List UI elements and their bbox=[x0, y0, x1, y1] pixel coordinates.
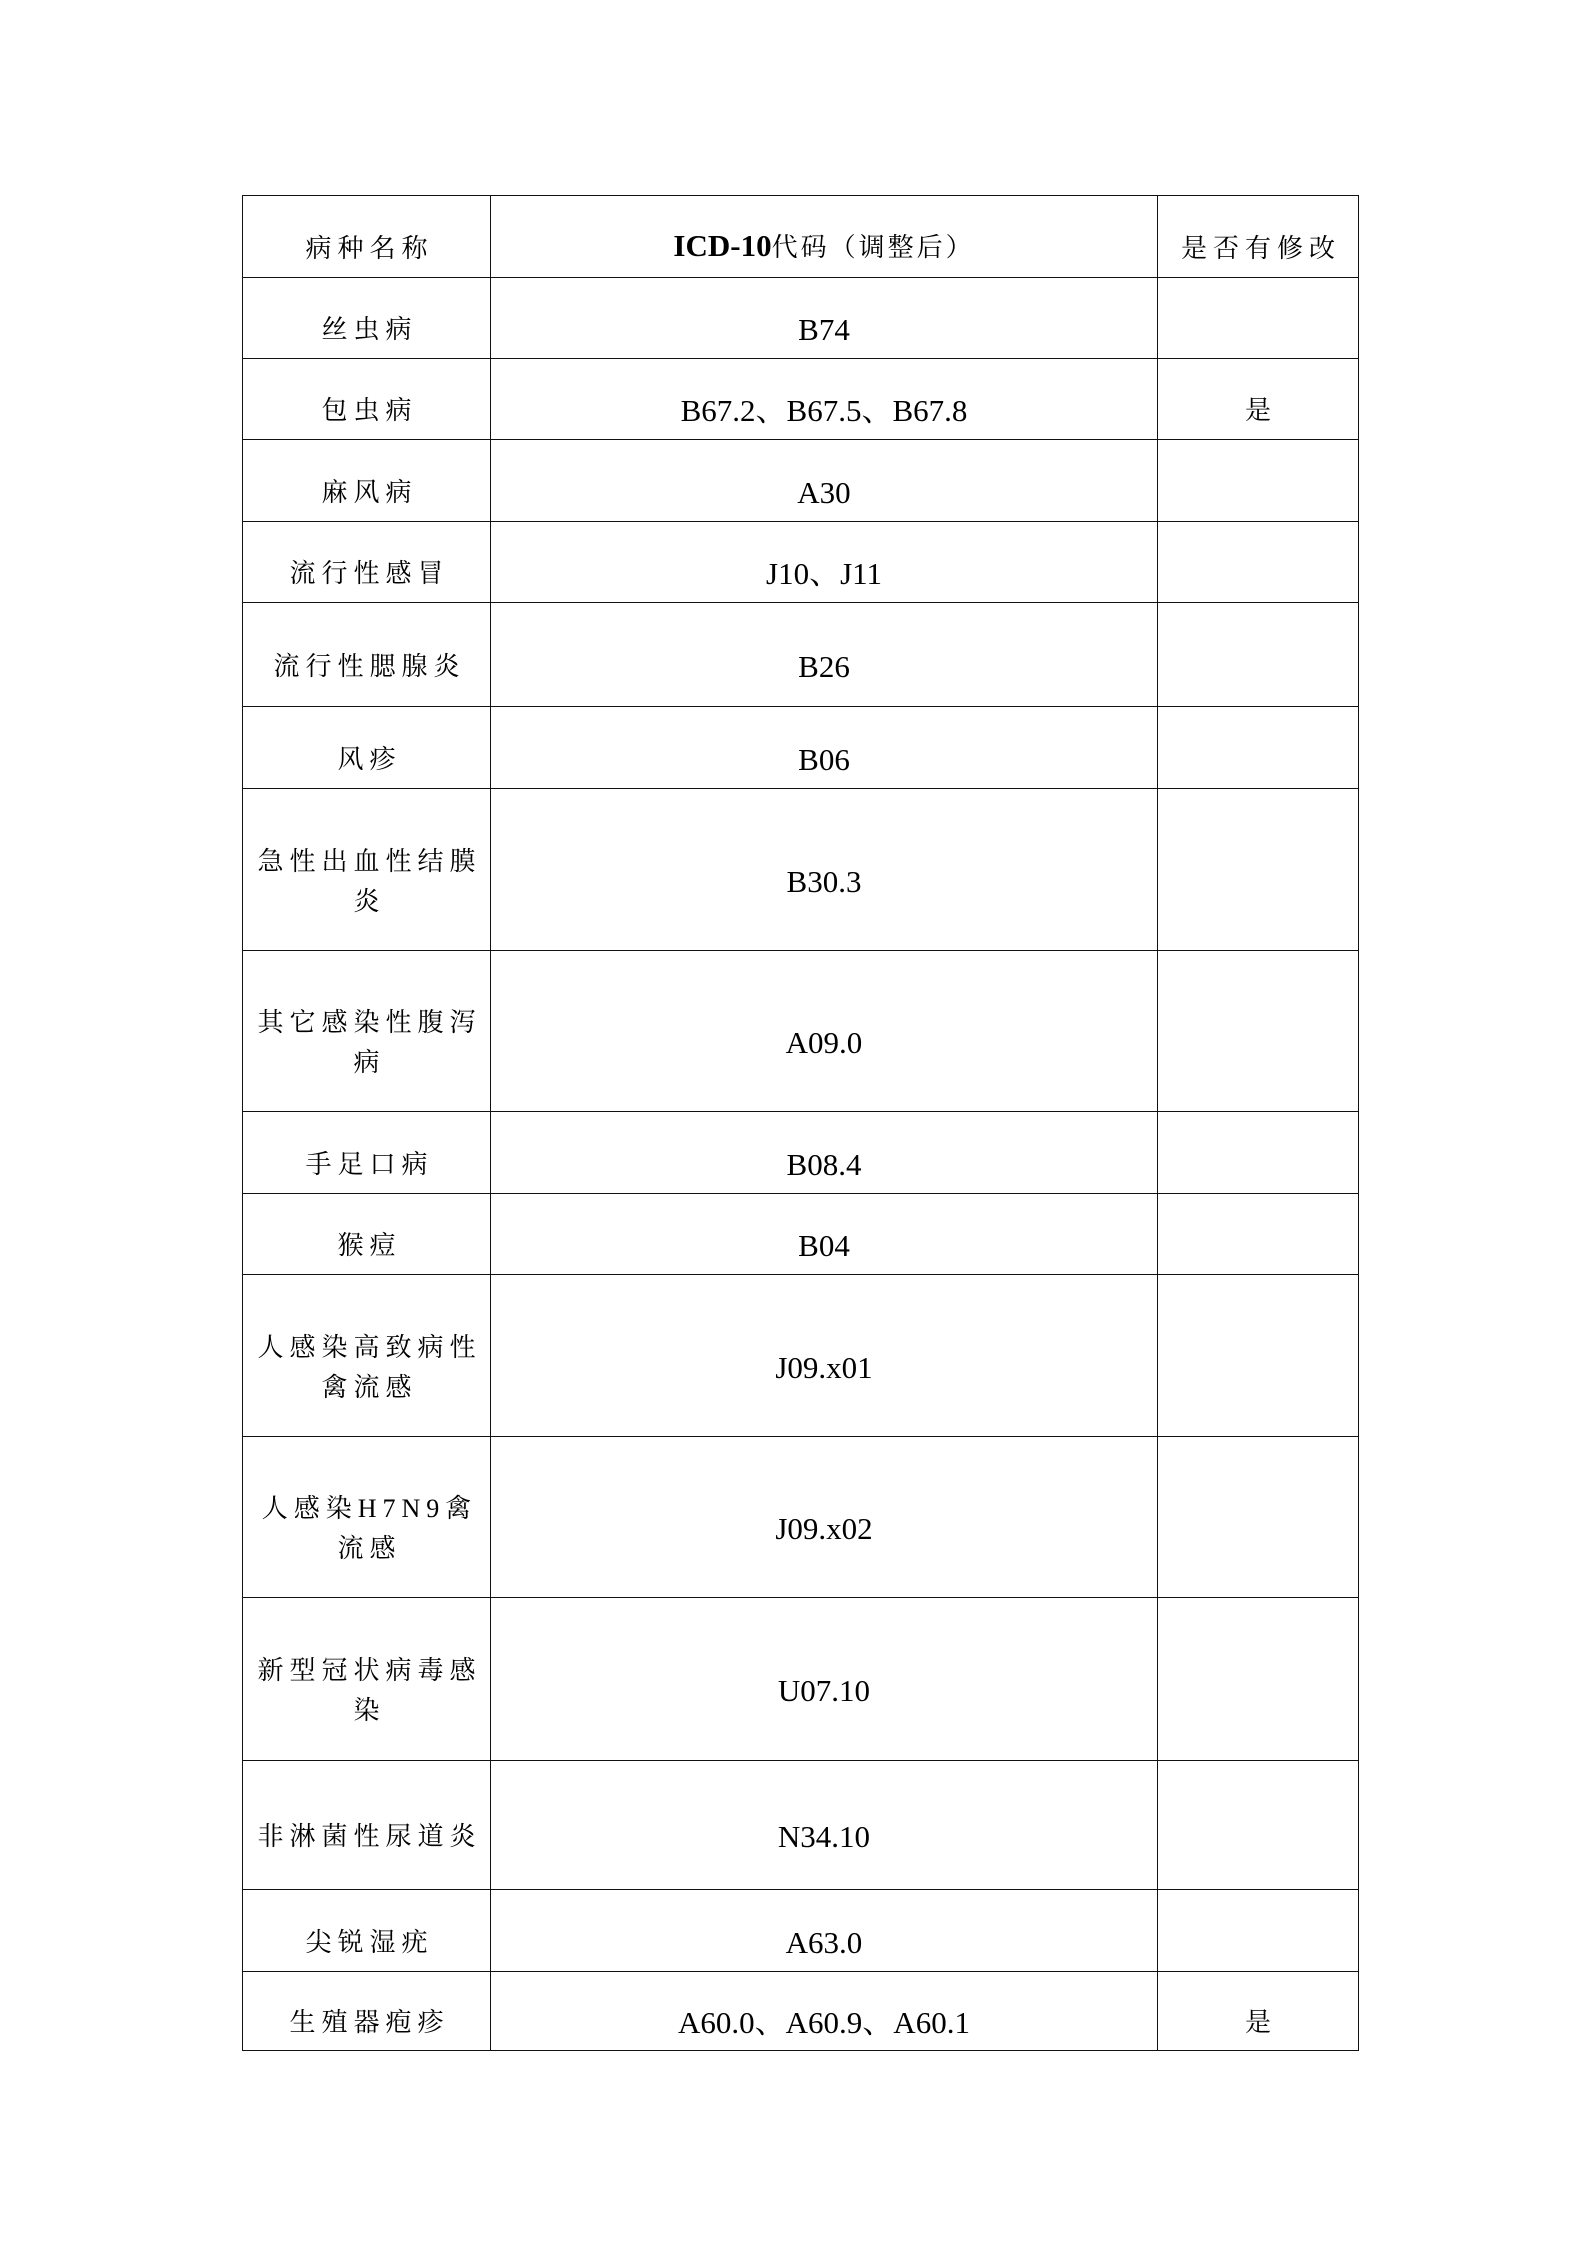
disease-name-cell bbox=[243, 522, 491, 603]
disease-name-line: 人感染高致病性 bbox=[257, 1332, 482, 1362]
table-row bbox=[243, 603, 1359, 707]
icd10-code-cell: A60.0、A60.9、A60.1 bbox=[491, 1972, 1158, 2051]
table-row bbox=[243, 1112, 1359, 1194]
icd10-code-cell: B08.4 bbox=[491, 1112, 1158, 1194]
disease-name-cell bbox=[243, 440, 491, 522]
disease-name-line: 炎 bbox=[353, 886, 386, 916]
table-row bbox=[243, 1890, 1359, 1972]
modified-cell bbox=[1158, 1194, 1359, 1275]
modified-cell bbox=[1158, 1275, 1359, 1437]
modified-cell bbox=[1158, 522, 1359, 603]
disease-name-cell bbox=[243, 1890, 491, 1972]
modified-cell bbox=[1158, 1112, 1359, 1194]
disease-name-cell bbox=[243, 359, 491, 440]
disease-name-cell bbox=[243, 1761, 491, 1890]
disease-name-line: 新型冠状病毒感 bbox=[257, 1656, 482, 1685]
table-row bbox=[243, 1972, 1359, 2051]
icd10-code-table bbox=[242, 195, 1359, 2051]
disease-name-cell bbox=[243, 603, 491, 707]
icd10-code-cell: J09.x01 bbox=[491, 1275, 1158, 1437]
disease-name-line: 禽流感 bbox=[321, 1372, 418, 1402]
column-header-modified: 是否有修改 bbox=[1158, 196, 1359, 278]
icd10-code-cell: J09.x02 bbox=[491, 1437, 1158, 1598]
icd10-code-cell: B06 bbox=[491, 707, 1158, 789]
disease-name-line: 流感 bbox=[337, 1534, 402, 1563]
modified-cell bbox=[1158, 951, 1359, 1112]
disease-name-line: 流行性感冒 bbox=[289, 559, 450, 588]
table-row bbox=[243, 1194, 1359, 1275]
column-header-icd10-suffix: 代码（调整后） bbox=[771, 232, 975, 262]
disease-name-cell bbox=[243, 789, 491, 951]
table-row bbox=[243, 1275, 1359, 1437]
disease-name-cell bbox=[243, 1598, 491, 1761]
modified-cell bbox=[1158, 440, 1359, 522]
disease-name-line: 人感染H7N9禽 bbox=[261, 1494, 478, 1523]
table-header-row bbox=[243, 196, 1359, 278]
column-header-icd10-code bbox=[491, 196, 1158, 278]
table-row bbox=[243, 1598, 1359, 1761]
icd10-code-cell: B30.3 bbox=[491, 789, 1158, 951]
modified-cell bbox=[1158, 1437, 1359, 1598]
modified-cell bbox=[1158, 1598, 1359, 1761]
disease-name-line: 手足口病 bbox=[305, 1149, 434, 1179]
icd10-code-cell: A30 bbox=[491, 440, 1158, 522]
icd10-code-cell: B04 bbox=[491, 1194, 1158, 1275]
modified-cell bbox=[1158, 278, 1359, 359]
disease-name-line: 丝虫病 bbox=[321, 315, 418, 344]
modified-cell bbox=[1158, 1890, 1359, 1972]
table-row bbox=[243, 707, 1359, 789]
table-row bbox=[243, 951, 1359, 1112]
modified-cell: 是 bbox=[1158, 1972, 1359, 2051]
disease-name-line: 急性出血性结膜 bbox=[257, 846, 482, 876]
modified-cell bbox=[1158, 603, 1359, 707]
icd10-code-cell: B74 bbox=[491, 278, 1158, 359]
disease-name-line: 病 bbox=[353, 1048, 386, 1077]
column-header-disease-name: 病种名称 bbox=[243, 196, 491, 278]
table-row bbox=[243, 278, 1359, 359]
column-header-icd10-label: ICD-10 bbox=[673, 227, 772, 263]
table-row bbox=[243, 789, 1359, 951]
table-row bbox=[243, 440, 1359, 522]
disease-name-cell bbox=[243, 1437, 491, 1598]
icd10-code-cell: U07.10 bbox=[491, 1598, 1158, 1761]
table-row bbox=[243, 1761, 1359, 1890]
disease-name-cell bbox=[243, 707, 491, 789]
table-row bbox=[243, 359, 1359, 440]
disease-name-line: 染 bbox=[353, 1696, 386, 1725]
disease-name-cell bbox=[243, 1972, 491, 2051]
modified-cell: 是 bbox=[1158, 359, 1359, 440]
disease-name-line: 风疹 bbox=[337, 744, 402, 774]
disease-name-cell bbox=[243, 278, 491, 359]
disease-name-line: 尖锐湿疣 bbox=[305, 1927, 434, 1957]
modified-cell bbox=[1158, 707, 1359, 789]
disease-name-line: 包虫病 bbox=[321, 396, 418, 425]
disease-name-line: 其它感染性腹泻 bbox=[257, 1008, 482, 1037]
disease-name-line: 非淋菌性尿道炎 bbox=[257, 1822, 482, 1851]
icd10-code-cell: A09.0 bbox=[491, 951, 1158, 1112]
modified-cell bbox=[1158, 789, 1359, 951]
disease-name-cell bbox=[243, 1194, 491, 1275]
disease-name-cell bbox=[243, 1112, 491, 1194]
disease-name-cell bbox=[243, 951, 491, 1112]
icd10-code-cell: B67.2、B67.5、B67.8 bbox=[491, 359, 1158, 440]
icd10-code-cell: A63.0 bbox=[491, 1890, 1158, 1972]
disease-name-line: 生殖器疱疹 bbox=[289, 2008, 450, 2037]
disease-name-line: 麻风病 bbox=[321, 477, 418, 507]
disease-name-line: 流行性腮腺炎 bbox=[273, 651, 466, 681]
disease-name-line: 猴痘 bbox=[337, 1231, 402, 1260]
table-row bbox=[243, 1437, 1359, 1598]
disease-name-cell bbox=[243, 1275, 491, 1437]
icd10-code-cell: J10、J11 bbox=[491, 522, 1158, 603]
icd10-code-cell: N34.10 bbox=[491, 1761, 1158, 1890]
icd10-code-cell: B26 bbox=[491, 603, 1158, 707]
table-row bbox=[243, 522, 1359, 603]
modified-cell bbox=[1158, 1761, 1359, 1890]
